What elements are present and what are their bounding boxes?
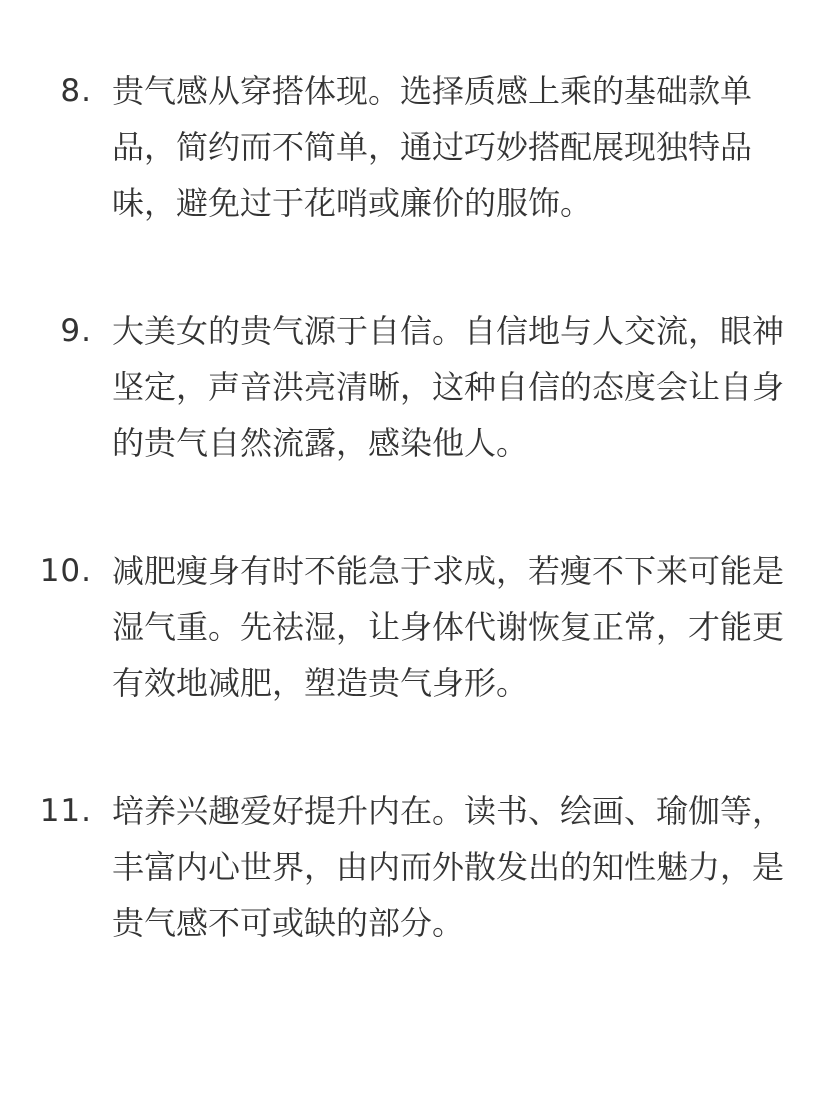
text-line: 培养兴趣爱好提升内在。读书、绘画、瑜伽等， xyxy=(112,792,785,830)
text-line: 的贵气自然流露，感染他人。 xyxy=(112,424,529,462)
list-item-9 xyxy=(0,303,840,543)
list-number: 11. xyxy=(39,793,92,829)
list-item-text xyxy=(112,783,792,951)
text-line: 湿气重。先祛湿，让身体代谢恢复正常，才能更 xyxy=(112,608,785,646)
text-line: 味，避免过于花哨或廉价的服饰。 xyxy=(112,184,593,222)
list-item-10 xyxy=(0,543,840,783)
list-item-text xyxy=(112,303,792,471)
list-item-8 xyxy=(0,63,840,303)
list-item-text xyxy=(112,543,792,711)
list-number: 8. xyxy=(60,73,92,109)
numbered-list xyxy=(0,63,840,1023)
text-line: 贵气感不可或缺的部分。 xyxy=(112,904,465,942)
text-line: 减肥瘦身有时不能急于求成，若瘦不下来可能是 xyxy=(112,552,785,590)
list-item-text xyxy=(112,63,792,231)
list-number: 10. xyxy=(39,553,92,589)
text-line: 丰富内心世界，由内而外散发出的知性魅力，是 xyxy=(112,848,785,886)
list-number: 9. xyxy=(60,313,92,349)
list-item-11 xyxy=(0,783,840,1023)
text-line: 有效地减肥，塑造贵气身形。 xyxy=(112,664,529,702)
text-line: 坚定，声音洪亮清晰，这种自信的态度会让自身 xyxy=(112,368,785,406)
text-line: 品，简约而不简单，通过巧妙搭配展现独特品 xyxy=(112,128,753,166)
text-line: 贵气感从穿搭体现。选择质感上乘的基础款单 xyxy=(112,72,753,110)
text-line: 大美女的贵气源于自信。自信地与人交流，眼神 xyxy=(112,312,785,350)
